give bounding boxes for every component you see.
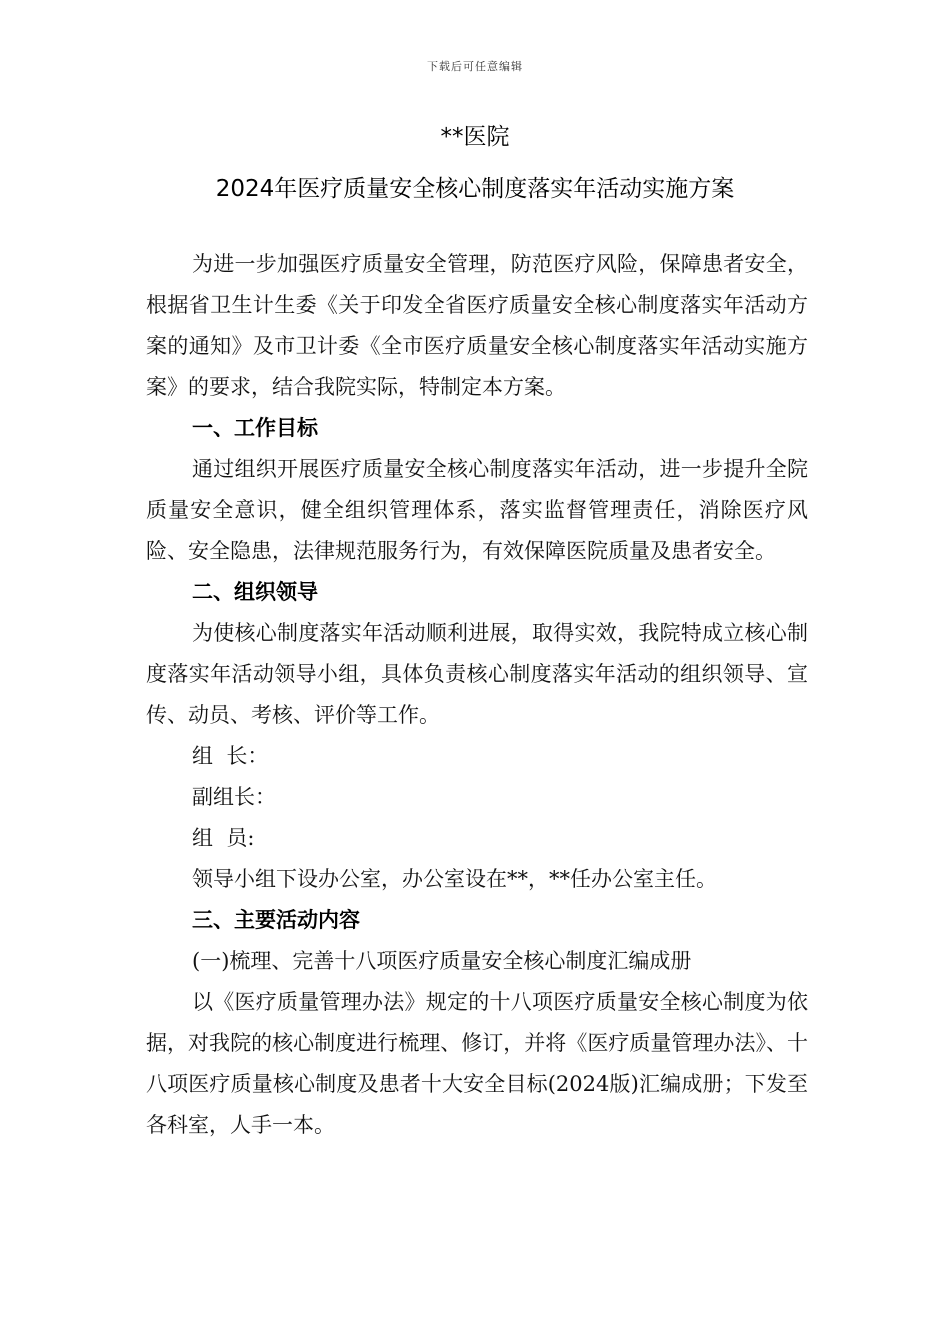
- header-note: 下载后可任意编辑: [427, 60, 523, 73]
- leader-line: 组 长：: [192, 744, 269, 768]
- subsection-paragraph-1: 以《医疗质量管理办法》规定的十八项医疗质量安全核心制度为依据，对我院的核心制度进行梳理、修订，并将《医疗质量管理办法》、十八项医疗质量核心制度及患者十大安全目标(2024版)汇编成册；下发至各科室，人手一本。: [146, 990, 808, 1137]
- section-heading-activities: 三、主要活动内容: [192, 908, 360, 932]
- subsection-title-1: (一)梳理、完善十八项医疗质量安全核心制度汇编成册: [192, 949, 692, 973]
- office-line: 领导小组下设办公室，办公室设在**，**任办公室主任。: [192, 867, 717, 891]
- deputy-leader-line: 副组长：: [192, 785, 276, 809]
- document-body: [146, 244, 808, 1146]
- goals-paragraph: 通过组织开展医疗质量安全核心制度落实年活动，进一步提升全院质量安全意识，健全组织管理体系，落实监督管理责任，消除医疗风险、安全隐患，法律规范服务行为，有效保障医院质量及患者安全。: [146, 457, 808, 563]
- intro-paragraph: 为进一步加强医疗质量安全管理，防范医疗风险，保障患者安全，根据省卫生计生委《关于印发全省医疗质量安全核心制度落实年活动方案的通知》及市卫计委《全市医疗质量安全核心制度落实年活动实施方案》的要求，结合我院实际，特制定本方案。: [146, 252, 808, 399]
- members-line: 组 员:: [192, 826, 255, 850]
- document-title-plan: 2024年医疗质量安全核心制度落实年活动实施方案: [215, 176, 735, 202]
- section-heading-leadership: 二、组织领导: [192, 580, 318, 604]
- leadership-paragraph: 为使核心制度落实年活动顺利进展，取得实效，我院特成立核心制度落实年活动领导小组，具体负责核心制度落实年活动的组织领导、宣传、动员、考核、评价等工作。: [146, 621, 808, 727]
- section-heading-goals: 一、工作目标: [192, 416, 318, 440]
- document-title-hospital: **医院: [440, 124, 510, 150]
